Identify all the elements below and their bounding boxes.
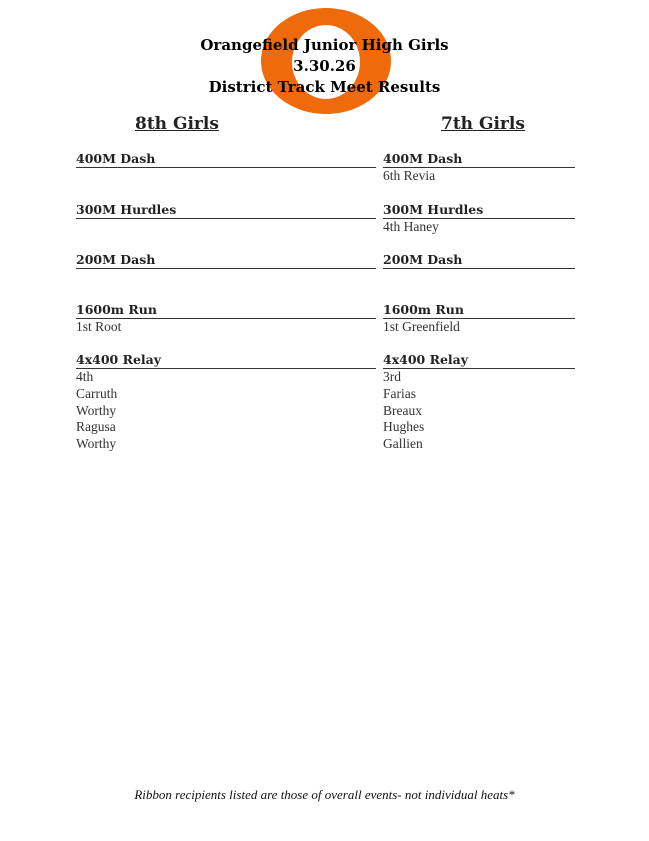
event-block [383, 252, 575, 269]
column-heading-7th: 7th Girls [441, 114, 525, 134]
result-line: Worthy [76, 436, 117, 452]
result-line: 1st Root [76, 319, 122, 334]
event-heading: 200M Dash [76, 252, 376, 269]
event-block [76, 202, 376, 219]
result-line: 4th Haney [383, 219, 439, 234]
result-line: Gallien [383, 436, 423, 452]
event-block [76, 151, 376, 168]
result-line: Ragusa [76, 419, 116, 435]
event-block [76, 252, 376, 269]
event-block [76, 302, 376, 336]
event-heading: 300M Hurdles [76, 202, 376, 219]
event-heading: 4x400 Relay [383, 352, 575, 369]
school-title: Orangefield Junior High Girls [200, 36, 449, 54]
result-line: 6th Revia [383, 168, 436, 183]
result-line: Worthy [76, 402, 117, 418]
result-line: Hughes [383, 419, 425, 435]
event-heading: 300M Hurdles [383, 202, 575, 219]
event-heading: 4x400 Relay [76, 352, 376, 369]
result-line: 1st Greenfield [383, 319, 460, 334]
event-heading: 1600m Run [383, 302, 575, 319]
event-block [76, 352, 376, 453]
result-line: Farias [383, 385, 416, 401]
meet-date: 3.30.26 [293, 57, 356, 75]
column-heading-8th: 8th Girls [135, 114, 219, 134]
event-block [383, 302, 575, 336]
footer-note: Ribbon recipients listed are those of overall events- not individual heats* [134, 787, 515, 802]
event-block [383, 352, 575, 453]
event-heading: 400M Dash [383, 151, 575, 168]
event-heading: 200M Dash [383, 252, 575, 269]
event-block [383, 151, 575, 185]
meet-title: District Track Meet Results [208, 78, 441, 96]
result-line: 3rd [383, 369, 401, 384]
event-heading: 1600m Run [76, 302, 376, 319]
event-heading: 400M Dash [76, 151, 376, 168]
result-line: Carruth [76, 385, 118, 401]
result-line: Breaux [383, 402, 422, 418]
result-line: 4th [76, 369, 94, 384]
event-block [383, 202, 575, 236]
